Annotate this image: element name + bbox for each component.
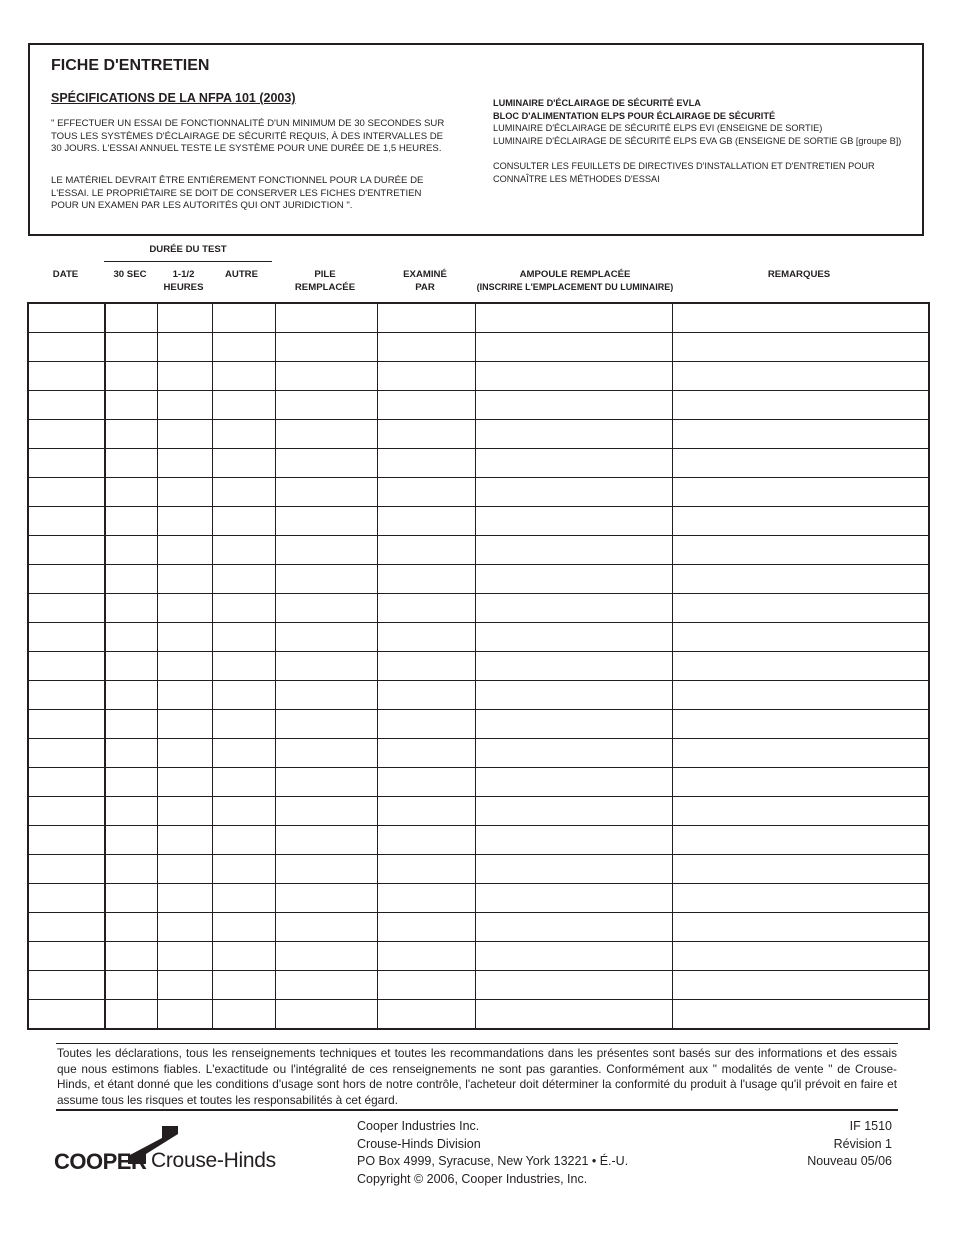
- cell-date[interactable]: [28, 594, 105, 623]
- cell-pile[interactable]: [275, 478, 377, 507]
- cell-ampoule[interactable]: [475, 449, 672, 478]
- cell-pile[interactable]: [275, 507, 377, 536]
- cell-examine[interactable]: [377, 391, 475, 420]
- cell-15h[interactable]: [157, 478, 212, 507]
- cell-date[interactable]: [28, 971, 105, 1000]
- cell-ampoule[interactable]: [475, 913, 672, 942]
- cell-date[interactable]: [28, 884, 105, 913]
- cell-autre[interactable]: [212, 768, 275, 797]
- cell-30sec[interactable]: [105, 942, 157, 971]
- company-division: Crouse-Hinds Division: [357, 1136, 481, 1151]
- col-header-15h: [156, 268, 211, 294]
- cell-examine[interactable]: [377, 710, 475, 739]
- cell-remarques[interactable]: [672, 971, 929, 1000]
- cell-30sec[interactable]: [105, 913, 157, 942]
- col-header-examine: [376, 268, 474, 294]
- cell-15h[interactable]: [157, 768, 212, 797]
- cell-autre[interactable]: [212, 623, 275, 652]
- cooper-crouse-hinds-logo: [54, 1124, 299, 1174]
- cell-ampoule[interactable]: [475, 536, 672, 565]
- cell-autre[interactable]: [212, 362, 275, 391]
- cell-remarques[interactable]: [672, 739, 929, 768]
- table-row: [28, 623, 929, 652]
- cell-date[interactable]: [28, 681, 105, 710]
- cell-autre[interactable]: [212, 681, 275, 710]
- cell-date[interactable]: [28, 855, 105, 884]
- cell-ampoule[interactable]: [475, 739, 672, 768]
- product-line-elps-eva-gb: LUMINAIRE D'ÉCLAIRAGE DE SÉCURITÉ ELPS EVA GB (ENSEIGNE DE SORTIE GB [groupe B]): [493, 135, 902, 146]
- document-info: [807, 1118, 892, 1171]
- cell-autre[interactable]: [212, 652, 275, 681]
- table-row: [28, 797, 929, 826]
- page-title: FICHE D'ENTRETIEN: [51, 57, 210, 74]
- cell-examine[interactable]: [377, 826, 475, 855]
- cell-autre[interactable]: [212, 739, 275, 768]
- cell-date[interactable]: [28, 333, 105, 362]
- table-row: [28, 362, 929, 391]
- cell-15h[interactable]: [157, 942, 212, 971]
- cell-pile[interactable]: [275, 449, 377, 478]
- cell-30sec[interactable]: [105, 507, 157, 536]
- cell-15h[interactable]: [157, 826, 212, 855]
- cell-autre[interactable]: [212, 478, 275, 507]
- cell-ampoule[interactable]: [475, 1000, 672, 1030]
- cell-ampoule[interactable]: [475, 362, 672, 391]
- cell-autre[interactable]: [212, 710, 275, 739]
- cell-date[interactable]: [28, 913, 105, 942]
- cell-date[interactable]: [28, 362, 105, 391]
- cell-remarques[interactable]: [672, 1000, 929, 1030]
- cell-30sec[interactable]: [105, 362, 157, 391]
- cell-examine[interactable]: [377, 884, 475, 913]
- cell-ampoule[interactable]: [475, 942, 672, 971]
- cell-30sec[interactable]: [105, 1000, 157, 1030]
- cell-15h[interactable]: [157, 797, 212, 826]
- col-header-examine-line2: PAR: [415, 282, 435, 293]
- cell-autre[interactable]: [212, 391, 275, 420]
- cell-examine[interactable]: [377, 303, 475, 333]
- cell-pile[interactable]: [275, 652, 377, 681]
- cell-date[interactable]: [28, 623, 105, 652]
- cell-ampoule[interactable]: [475, 303, 672, 333]
- product-list: [493, 97, 913, 186]
- cell-pile[interactable]: [275, 971, 377, 1000]
- cell-date[interactable]: [28, 507, 105, 536]
- cell-ampoule[interactable]: [475, 420, 672, 449]
- cell-30sec[interactable]: [105, 971, 157, 1000]
- spec-paragraph-2: LE MATÉRIEL DEVRAIT ÊTRE ENTIÈREMENT FONCTIONNEL POUR LA DURÉE DE L'ESSAI. LE PROPRIÉTAIRE SE DOIT DE CONSERVER LES FICHES D'ENTRETIEN POUR UN EXAMEN PAR LES AUTORITÉS QUI ONT JURIDICTION ".: [51, 175, 424, 212]
- cell-date[interactable]: [28, 942, 105, 971]
- table-row: [28, 913, 929, 942]
- cell-autre[interactable]: [212, 797, 275, 826]
- cell-autre[interactable]: [212, 303, 275, 333]
- cell-15h[interactable]: [157, 623, 212, 652]
- cell-remarques[interactable]: [672, 623, 929, 652]
- cell-30sec[interactable]: [105, 652, 157, 681]
- cell-date[interactable]: [28, 710, 105, 739]
- cell-autre[interactable]: [212, 565, 275, 594]
- cell-examine[interactable]: [377, 913, 475, 942]
- col-header-remarques: REMARQUES: [767, 269, 831, 280]
- cell-examine[interactable]: [377, 971, 475, 1000]
- cell-autre[interactable]: [212, 594, 275, 623]
- table-row: [28, 768, 929, 797]
- duree-group-header: DURÉE DU TEST: [149, 244, 227, 255]
- cell-date[interactable]: [28, 449, 105, 478]
- cell-pile[interactable]: [275, 1000, 377, 1030]
- cell-remarques[interactable]: [672, 565, 929, 594]
- cell-date[interactable]: [28, 797, 105, 826]
- cell-examine[interactable]: [377, 594, 475, 623]
- cell-remarques[interactable]: [672, 478, 929, 507]
- cell-15h[interactable]: [157, 1000, 212, 1030]
- table-row: [28, 391, 929, 420]
- document-revision: Révision 1: [833, 1136, 892, 1151]
- product-line-elps-bloc: BLOC D'ALIMENTATION ELPS POUR ÉCLAIRAGE DE SÉCURITÉ: [493, 110, 776, 121]
- col-header-30sec: 30 SEC: [113, 269, 147, 280]
- document-id: IF 1510: [849, 1119, 892, 1133]
- cell-autre[interactable]: [212, 826, 275, 855]
- cell-remarques[interactable]: [672, 594, 929, 623]
- cell-30sec[interactable]: [105, 333, 157, 362]
- col-header-autre: AUTRE: [224, 269, 259, 280]
- cell-pile[interactable]: [275, 739, 377, 768]
- cell-15h[interactable]: [157, 420, 212, 449]
- cell-15h[interactable]: [157, 652, 212, 681]
- col-header-pile-line1: PILE: [314, 269, 336, 280]
- cell-ampoule[interactable]: [475, 826, 672, 855]
- disclaimer-text: Toutes les déclarations, tous les renseignements techniques et toutes les recommandations dans les présentes sont basés sur des informations et des essais que nous estimons fiables. L'exactitude ou l'intégralité de ces renseignements ne sont pas garanties. Conformément aux " modalités de vente " de Crouse-Hinds, et étant donné que les conditions d'usage sont hors de notre contrôle, l'acheteur doit déterminer la conformité du produit à l'usage qu'il prévoit en faire et assume tous les risques et toutes les responsabilités à cet égard.: [57, 1046, 897, 1107]
- duree-group-rule: [104, 261, 272, 262]
- company-address: [357, 1118, 628, 1188]
- cell-examine[interactable]: [377, 449, 475, 478]
- table-row: [28, 594, 929, 623]
- cell-date[interactable]: [28, 739, 105, 768]
- product-line-evla: LUMINAIRE D'ÉCLAIRAGE DE SÉCURITÉ EVLA: [493, 98, 701, 108]
- cell-examine[interactable]: [377, 333, 475, 362]
- cell-pile[interactable]: [275, 855, 377, 884]
- cell-remarques[interactable]: [672, 768, 929, 797]
- cell-30sec[interactable]: [105, 855, 157, 884]
- table-row: [28, 449, 929, 478]
- cell-15h[interactable]: [157, 536, 212, 565]
- col-header-15h-line1: 1-1/2: [172, 269, 195, 280]
- cell-remarques[interactable]: [672, 681, 929, 710]
- cell-ampoule[interactable]: [475, 333, 672, 362]
- cell-30sec[interactable]: [105, 391, 157, 420]
- cell-date[interactable]: [28, 303, 105, 333]
- cell-remarques[interactable]: [672, 913, 929, 942]
- cell-autre[interactable]: [212, 507, 275, 536]
- col-header-ampoule-line2: (INSCRIRE L'EMPLACEMENT DU LUMINAIRE): [476, 282, 674, 292]
- cell-15h[interactable]: [157, 594, 212, 623]
- cell-15h[interactable]: [157, 884, 212, 913]
- col-header-pile-line2: REMPLACÉE: [294, 282, 356, 293]
- cell-pile[interactable]: [275, 681, 377, 710]
- cell-ampoule[interactable]: [475, 507, 672, 536]
- col-header-examine-line1: EXAMINÉ: [403, 269, 447, 280]
- cell-examine[interactable]: [377, 507, 475, 536]
- cell-pile[interactable]: [275, 797, 377, 826]
- cell-examine[interactable]: [377, 1000, 475, 1030]
- cell-30sec[interactable]: [105, 884, 157, 913]
- disclaimer-rule-bottom: [56, 1109, 898, 1111]
- cell-ampoule[interactable]: [475, 391, 672, 420]
- cell-pile[interactable]: [275, 536, 377, 565]
- cell-date[interactable]: [28, 826, 105, 855]
- cell-remarques[interactable]: [672, 797, 929, 826]
- cell-remarques[interactable]: [672, 333, 929, 362]
- cell-date[interactable]: [28, 391, 105, 420]
- cell-15h[interactable]: [157, 971, 212, 1000]
- cell-ampoule[interactable]: [475, 594, 672, 623]
- table-row: [28, 710, 929, 739]
- col-header-ampoule: [462, 268, 688, 294]
- cell-autre[interactable]: [212, 971, 275, 1000]
- cell-30sec[interactable]: [105, 420, 157, 449]
- cell-ampoule[interactable]: [475, 681, 672, 710]
- maintenance-log-table: [27, 302, 930, 1030]
- table-row: [28, 855, 929, 884]
- table-row: [28, 333, 929, 362]
- table-row: [28, 681, 929, 710]
- cell-15h[interactable]: [157, 362, 212, 391]
- cell-remarques[interactable]: [672, 855, 929, 884]
- maintenance-log-body: [28, 303, 929, 1029]
- cell-examine[interactable]: [377, 652, 475, 681]
- cell-examine[interactable]: [377, 942, 475, 971]
- cell-remarques[interactable]: [672, 303, 929, 333]
- cell-15h[interactable]: [157, 913, 212, 942]
- cell-15h[interactable]: [157, 303, 212, 333]
- cell-30sec[interactable]: [105, 768, 157, 797]
- cell-15h[interactable]: [157, 507, 212, 536]
- disclaimer-rule-top: [56, 1043, 898, 1044]
- cell-pile[interactable]: [275, 710, 377, 739]
- cell-examine[interactable]: [377, 739, 475, 768]
- cell-remarques[interactable]: [672, 362, 929, 391]
- cell-autre[interactable]: [212, 855, 275, 884]
- cell-ampoule[interactable]: [475, 797, 672, 826]
- table-row: [28, 565, 929, 594]
- cell-30sec[interactable]: [105, 536, 157, 565]
- cell-autre[interactable]: [212, 913, 275, 942]
- cell-remarques[interactable]: [672, 449, 929, 478]
- product-line-elps-evi: LUMINAIRE D'ÉCLAIRAGE DE SÉCURITÉ ELPS EVI (ENSEIGNE DE SORTIE): [493, 123, 823, 134]
- cell-30sec[interactable]: [105, 565, 157, 594]
- cell-date[interactable]: [28, 768, 105, 797]
- col-header-ampoule-line1: AMPOULE REMPLACÉE: [519, 269, 631, 280]
- cell-remarques[interactable]: [672, 391, 929, 420]
- cell-examine[interactable]: [377, 565, 475, 594]
- cell-pile[interactable]: [275, 333, 377, 362]
- table-row: [28, 652, 929, 681]
- cell-autre[interactable]: [212, 449, 275, 478]
- cell-autre[interactable]: [212, 942, 275, 971]
- cell-autre[interactable]: [212, 884, 275, 913]
- cell-30sec[interactable]: [105, 739, 157, 768]
- company-copyright: Copyright © 2006, Cooper Industries, Inc.: [357, 1171, 588, 1186]
- cell-examine[interactable]: [377, 681, 475, 710]
- cell-remarques[interactable]: [672, 536, 929, 565]
- cell-ampoule[interactable]: [475, 478, 672, 507]
- cell-pile[interactable]: [275, 391, 377, 420]
- cell-pile[interactable]: [275, 420, 377, 449]
- cell-remarques[interactable]: [672, 884, 929, 913]
- cell-30sec[interactable]: [105, 303, 157, 333]
- cell-ampoule[interactable]: [475, 652, 672, 681]
- table-row: [28, 1000, 929, 1030]
- cell-ampoule[interactable]: [475, 565, 672, 594]
- consult-instructions: CONSULTER LES FEUILLETS DE DIRECTIVES D'INSTALLATION ET D'ENTRETIEN POUR CONNAÎTRE LES MÉTHODES D'ESSAI: [493, 161, 875, 184]
- cell-30sec[interactable]: [105, 710, 157, 739]
- logo-cooper-text: COOPER: [54, 1149, 147, 1174]
- cell-autre[interactable]: [212, 1000, 275, 1030]
- cell-date[interactable]: [28, 565, 105, 594]
- info-box: [28, 43, 924, 236]
- cell-date[interactable]: [28, 478, 105, 507]
- cell-date[interactable]: [28, 536, 105, 565]
- cell-pile[interactable]: [275, 594, 377, 623]
- table-row: [28, 478, 929, 507]
- cell-15h[interactable]: [157, 333, 212, 362]
- cell-15h[interactable]: [157, 681, 212, 710]
- cell-ampoule[interactable]: [475, 768, 672, 797]
- cell-30sec[interactable]: [105, 826, 157, 855]
- cell-15h[interactable]: [157, 449, 212, 478]
- cell-ampoule[interactable]: [475, 623, 672, 652]
- cell-remarques[interactable]: [672, 826, 929, 855]
- table-row: [28, 942, 929, 971]
- document-date: Nouveau 05/06: [807, 1154, 892, 1168]
- col-header-pile: [274, 268, 376, 294]
- table-row: [28, 303, 929, 333]
- table-row: [28, 739, 929, 768]
- cell-pile[interactable]: [275, 768, 377, 797]
- cell-pile[interactable]: [275, 913, 377, 942]
- cell-15h[interactable]: [157, 710, 212, 739]
- cell-ampoule[interactable]: [475, 855, 672, 884]
- col-header-15h-line2: HEURES: [163, 282, 204, 293]
- cell-30sec[interactable]: [105, 681, 157, 710]
- cell-pile[interactable]: [275, 623, 377, 652]
- cell-ampoule[interactable]: [475, 710, 672, 739]
- cell-15h[interactable]: [157, 391, 212, 420]
- cell-autre[interactable]: [212, 333, 275, 362]
- cell-pile[interactable]: [275, 942, 377, 971]
- table-row: [28, 884, 929, 913]
- table-row: [28, 420, 929, 449]
- table-row: [28, 971, 929, 1000]
- cell-examine[interactable]: [377, 623, 475, 652]
- cell-examine[interactable]: [377, 536, 475, 565]
- cell-examine[interactable]: [377, 420, 475, 449]
- company-po-box: PO Box 4999, Syracuse, New York 13221 • É.-U.: [357, 1154, 629, 1168]
- cell-examine[interactable]: [377, 797, 475, 826]
- cell-autre[interactable]: [212, 420, 275, 449]
- table-row: [28, 826, 929, 855]
- company-name: Cooper Industries Inc.: [357, 1119, 480, 1133]
- cell-30sec[interactable]: [105, 623, 157, 652]
- cell-pile[interactable]: [275, 303, 377, 333]
- cell-pile[interactable]: [275, 362, 377, 391]
- cell-30sec[interactable]: [105, 594, 157, 623]
- cell-pile[interactable]: [275, 565, 377, 594]
- cell-pile[interactable]: [275, 826, 377, 855]
- cell-date[interactable]: [28, 420, 105, 449]
- cell-30sec[interactable]: [105, 449, 157, 478]
- cell-remarques[interactable]: [672, 652, 929, 681]
- spec-paragraph-1: " EFFECTUER UN ESSAI DE FONCTIONNALITÉ D'UN MINIMUM DE 30 SECONDES SUR TOUS LES SYSTÈMES D'ÉCLAIRAGE DE SÉCURITÉ REQUIS, À DES INTERVALLES DE 30 JOURS. L'ESSAI ANNUEL TESTE LE SYSTÈME POUR UNE DURÉE DE 1,5 HEURES.: [51, 118, 445, 155]
- cell-autre[interactable]: [212, 536, 275, 565]
- cell-15h[interactable]: [157, 565, 212, 594]
- cell-remarques[interactable]: [672, 710, 929, 739]
- logo-crouse-hinds-text: Crouse-Hinds: [151, 1149, 276, 1172]
- cell-15h[interactable]: [157, 855, 212, 884]
- cell-remarques[interactable]: [672, 420, 929, 449]
- cell-15h[interactable]: [157, 739, 212, 768]
- cell-pile[interactable]: [275, 884, 377, 913]
- cell-examine[interactable]: [377, 478, 475, 507]
- cell-ampoule[interactable]: [475, 971, 672, 1000]
- cell-remarques[interactable]: [672, 942, 929, 971]
- col-header-date: DATE: [52, 269, 79, 280]
- spec-title: SPÉCIFICATIONS DE LA NFPA 101 (2003): [51, 91, 296, 105]
- cell-ampoule[interactable]: [475, 884, 672, 913]
- cell-examine[interactable]: [377, 855, 475, 884]
- cell-remarques[interactable]: [672, 507, 929, 536]
- cell-30sec[interactable]: [105, 797, 157, 826]
- cell-examine[interactable]: [377, 362, 475, 391]
- cell-examine[interactable]: [377, 768, 475, 797]
- table-row: [28, 536, 929, 565]
- cell-30sec[interactable]: [105, 478, 157, 507]
- cell-date[interactable]: [28, 652, 105, 681]
- table-row: [28, 507, 929, 536]
- cell-date[interactable]: [28, 1000, 105, 1030]
